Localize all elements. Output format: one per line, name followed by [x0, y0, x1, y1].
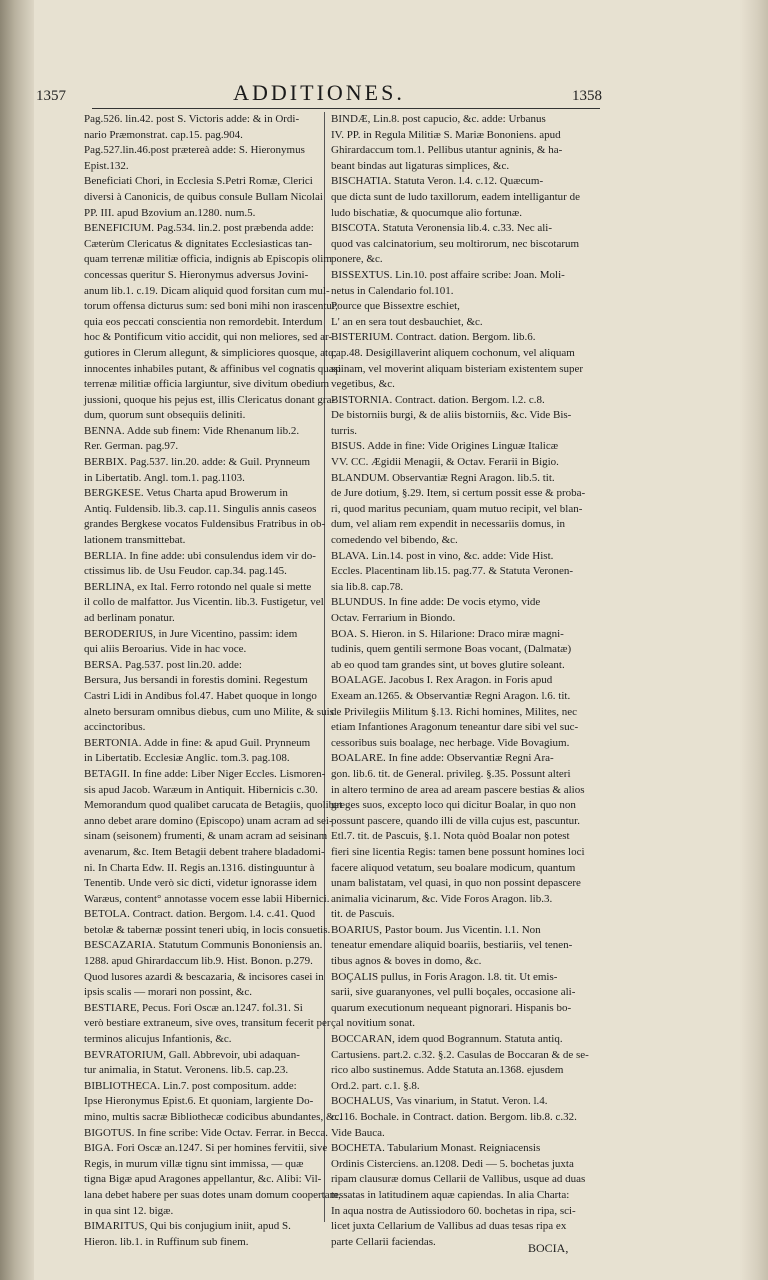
text-line: anum lib.1. c.19. Dicam aliquid quod forsitan cum mul- — [84, 284, 330, 297]
text-line: Beneficiati Chori, in Ecclesia S.Petri Romæ, Clerici — [84, 175, 313, 188]
text-line: BOCHALUS, Vas vinarium, in Statut. Veron. l.4. — [331, 1095, 548, 1108]
text-line: BOA. S. Hieron. in S. Hilarione: Draco miræ magni- — [331, 627, 564, 640]
text-line: Epist.132. — [84, 159, 129, 172]
text-line: terminos alicujus Infantionis, &c. — [84, 1033, 232, 1046]
text-line: facere aliquod vetatum, seu boalare modicum, quantum — [331, 861, 576, 874]
text-line: BETAGII. In fine adde: Liber Niger Eccles. Lismoren- — [84, 767, 326, 780]
text-line: ctissimus lib. de Usu Feudor. cap.34. pag.145. — [84, 565, 287, 578]
text-line: BISCOTA. Statuta Veronensia lib.4. c.33. Nec ali- — [331, 222, 553, 235]
text-line: ipsis scalis — morari non possint, &c. — [84, 986, 253, 999]
text-line: BENEFICIUM. Pag.534. lin.2. post præbenda adde: — [84, 222, 314, 235]
text-line: dum, quorum sunt obsequiis deliniti. — [84, 409, 246, 422]
text-line: greges suos, excepto loco qui dicitur Boalar, in quo non — [331, 799, 576, 812]
text-line: ludo bischatiæ, & quocumque alio fortunæ. — [331, 206, 522, 219]
text-line: BESTIARE, Pecus. Fori Oscæ an.1247. fol.31. Si — [84, 1001, 303, 1014]
text-line: teneatur emendare aliquid boariis, bestiariis, vel tenen- — [331, 939, 573, 952]
text-line: VV. CC. Ægidii Menagii, & Octav. Ferarii in Bigio. — [331, 456, 559, 469]
text-line: torum offensa dicturus sum: sed boni mihi non irascentur, — [84, 300, 338, 313]
text-line: BISCHATIA. Statuta Veron. l.4. c.12. Quæcum- — [331, 175, 544, 188]
text-line: in altero termino de area ad aream pascere bestias & alios — [331, 783, 585, 796]
text-line: lana debet habere per suas dotes unam domum coopertam, — [84, 1188, 341, 1201]
text-line: cap.48. Desigillaverint aliquem cochonum, vel aliquam — [331, 346, 575, 359]
text-line: in Libertatib. Ecclesiæ Anglic. tom.3. pag.108. — [84, 752, 290, 765]
text-line: etiam Infantiones Aragonum teneantur dare sibi vel suc- — [331, 721, 579, 734]
text-line: qui aliis Beroarius. Vide in hac voce. — [84, 643, 247, 656]
text-line: BESCAZARIA. Statutum Communis Bononiensis an. — [84, 939, 323, 952]
text-line: BERSA. Pag.537. post lin.20. adde: — [84, 658, 242, 671]
text-line: gon. lib.6. tit. de General. privileg. §.35. Possunt alteri — [331, 767, 571, 780]
text-line: cessoribus suis boalage, nec herbage. Vide Bovagium. — [331, 736, 570, 749]
text-line: PP. III. apud Bzovium an.1280. num.5. — [84, 206, 256, 219]
left-column — [84, 112, 343, 1250]
page-number-left: 1357 — [36, 88, 66, 104]
text-line: Memorandum quod qualibet carucata de Betagiis, quolibet — [84, 799, 343, 812]
text-line: anno debet arare domino (Episcopo) unam acram ad sei- — [84, 814, 333, 827]
text-line: quod vas calcinatorium, seu moltirorum, nec biscotarum — [331, 237, 580, 250]
text-line: De bistorniis burgi, & de aliis bistorniis, &c. Vide Bis- — [331, 409, 572, 422]
text-line: ripam clausuræ domus Cellarii de Vallibus, usque ad duas — [331, 1173, 586, 1186]
page-edge — [740, 0, 768, 1280]
text-line: avenarum, &c. Item Betagii debent trahere bladadomi- — [84, 845, 325, 858]
text-line: Vide Bauca. — [331, 1126, 385, 1139]
text-line: Quod lusores azardi & bescazaria, & incisores casei in — [84, 970, 324, 983]
text-line: netus in Calendario fol.101. — [331, 284, 454, 297]
binding-gutter — [0, 0, 34, 1280]
text-line: BIBLIOTHECA. Lin.7. post compositum. adde: — [84, 1079, 297, 1092]
text-line: mino, multis sacræ Bibliothecæ codicibus abundantes, &c. — [84, 1111, 343, 1123]
text-line: fieri sine licentia Regis: tamen bene possunt homines loci — [331, 845, 585, 858]
text-line: Bersura, Jus bersandi in forestis domini. Regestum — [84, 674, 308, 687]
text-line: quarum executionum nequeant pignorari. Hispanis bo- — [331, 1001, 572, 1014]
text-line: BIMARITUS, Qui bis conjugium iniit, apud S. — [84, 1220, 291, 1233]
text-line: il collo de malfattor. Jus Vicentin. lib.3. Fustigetur, vel — [84, 596, 324, 609]
text-line: Regis, in murum villæ tignu sint immissa, — quæ — [84, 1157, 304, 1170]
text-line: ni. In Charta Edw. II. Regis an.1316. distinguuntur à — [84, 861, 315, 874]
text-line: Ordinis Cisterciens. an.1208. Dedi — 5. bochetas juxta — [331, 1157, 574, 1170]
text-line: IV. PP. in Regula Militiæ S. Mariæ Bononiens. apud — [331, 128, 561, 141]
text-line: BOCCARAN, idem quod Bogrannum. Statuta antiq. — [331, 1033, 563, 1046]
text-line: Waræus, content° annotasse vocem esse labii Hibernici. — [84, 892, 330, 905]
text-line: BOÇALIS pullus, in Foris Aragon. l.8. tit. Ut emis- — [331, 970, 558, 983]
page-title: ADDITIONES. — [233, 80, 405, 105]
text-line: ad berlinam ponatur. — [84, 612, 175, 624]
text-line: BINDÆ, Lin.8. post capucio, &c. adde: Urbanus — [331, 113, 546, 125]
text-line: quia eos peccati conscientia non remordebit. Interdum — [84, 315, 323, 328]
text-line: BERODERIUS, in Jure Vicentino, passim: idem — [84, 627, 298, 640]
text-line: ponere, &c. — [331, 253, 383, 266]
text-line: terrenæ militiæ officia largiuntur, sive divitum obedium — [84, 378, 330, 391]
text-line: tessatas in latitudinem aquæ capiendas. In alia Charta: — [331, 1188, 570, 1201]
text-line: Rer. German. pag.97. — [84, 440, 179, 453]
text-line: BERLIA. In fine adde: ubi consulendus idem vir do- — [84, 549, 316, 562]
text-line: Etl.7. tit. de Pascuis, §.1. Nota quòd Boalar non potest — [331, 830, 570, 843]
text-line: BOCHETA. Tabularium Monast. Reigniacensis — [331, 1142, 541, 1155]
text-line: Octav. Ferrarium in Biondo. — [331, 612, 456, 624]
text-line: in Libertatib. Angl. tom.1. pag.1103. — [84, 471, 245, 484]
text-line: BISTORNIA. Contract. dation. Bergom. l.2. c.8. — [331, 393, 545, 406]
text-line: in qua sint 12. bigæ. — [84, 1204, 174, 1217]
text-line: comedendo vel bibendo, &c. — [331, 534, 458, 547]
catchword: BOCIA, — [528, 1241, 569, 1255]
text-line: accinctoribus. — [84, 721, 146, 734]
text-line: parte Cellarii faciendas. — [331, 1235, 436, 1248]
text-line: spinam, vel moverint aliquam bisteriam existentem super — [331, 362, 584, 375]
text-line: Pource que Bissextre eschiet, — [331, 300, 460, 313]
text-line: hoc & Pontificum vitio accidit, qui non meliores, sed ar- — [84, 331, 333, 344]
text-line: sinam (seisonem) frumenti, & unam acram ad seisinam — [84, 830, 328, 843]
text-line: concessas queritur S. Hieronymus adversus Jovini- — [84, 268, 309, 281]
text-line: quam terrenæ militiæ officia, indignis ab Episcopis olim — [84, 253, 332, 266]
text-line: turris. — [331, 424, 357, 437]
text-line: ab eo quod tam grandes sint, ut boves glutire soleant. — [331, 658, 565, 671]
text-line: de Privilegiis Militum §.13. Richi homines, Milites, nec — [331, 705, 577, 718]
text-line: BERTONIA. Adde in fine: & apud Guil. Prynneum — [84, 736, 311, 749]
text-line: Cæterùm Clericatus & dignitates Ecclesiasticas tan- — [84, 237, 313, 250]
text-line: Pag.526. lin.42. post S. Victoris adde: & in Ordi- — [84, 113, 300, 125]
text-line: tur animalia, in Statut. Veronens. lib.5. cap.23. — [84, 1064, 289, 1077]
text-line: ri, quod maritus pecuniam, quam mutuo recipit, vel blan- — [331, 502, 583, 515]
text-line: grandes Bergkese vocatos Fuldensibus Fratribus in ob- — [84, 518, 326, 531]
text-line: que dicta sunt de ludo taxillorum, eadem intelligantur de — [331, 190, 580, 203]
column-divider — [324, 112, 325, 1222]
text-line: BISSEXTUS. Lin.10. post affaire scribe: Joan. Moli- — [331, 268, 565, 281]
text-line: tudinis, quem gentili sermone Boas vocant, (Dalmatæ) — [331, 643, 572, 656]
text-line: Antiq. Fuldensib. lib.3. cap.11. Singulis annis caseos — [84, 502, 317, 515]
text-line: tit. de Pascuis. — [331, 908, 395, 921]
text-line: possunt pascere, quando illi de villa cujus est, pascuntur. — [331, 814, 580, 827]
text-line: alneto bersuram omnibus diebus, cum uno Milite, & suis — [84, 705, 334, 718]
text-line: BERLINA, ex Ital. Ferro rotondo nel quale si mette — [84, 580, 312, 593]
text-line: Castri Lidi in Andibus fol.47. Habet quoque in longo — [84, 689, 317, 702]
text-line: 1288. apud Ghirardaccum lib.9. Hist. Bonon. p.279. — [84, 955, 313, 968]
text-line: BOALAGE. Jacobus I. Rex Aragon. in Foris apud — [331, 674, 553, 687]
text-line: BLAVA. Lin.14. post in vino, &c. adde: Vide Hist. — [331, 549, 554, 562]
text-line: Tenentib. Unde verò sic dicti, videtur ignorasse idem — [84, 877, 317, 890]
text-line: sia lib.8. cap.78. — [331, 580, 404, 593]
text-line: BISUS. Adde in fine: Vide Origines Linguæ Italicæ — [331, 440, 559, 453]
text-line: Exeam an.1265. & Observantiæ Regni Aragon. l.6. tit. — [331, 689, 571, 702]
text-line: nario Præmonstrat. cap.15. pag.904. — [84, 128, 243, 141]
text-line: BLUNDUS. In fine adde: De vocis etymo, vide — [331, 596, 541, 609]
text-line: Ipse Hieronymus Epist.6. Et quoniam, largiente Do- — [84, 1095, 314, 1108]
text-line: gutiores in Clerum allegunt, & simpliciores quosque, atq; — [84, 346, 337, 359]
text-line: licet juxta Cellarium de Vallibus ad duas tesas ripa ex — [331, 1220, 567, 1233]
text-line: beant bindas aut ligaturas simplices, &c. — [331, 159, 510, 172]
text-line: Ord.2. part. c.1. §.8. — [331, 1079, 420, 1092]
text-line: BERBIX. Pag.537. lin.20. adde: & Guil. Prynneum — [84, 456, 311, 469]
text-line: Cartusiens. part.2. c.32. §.2. Casulas de Boccaran & de se- — [331, 1048, 589, 1061]
text-line: betolæ & tabernæ possint teneri ubiq, in locis consuetis. — [84, 923, 331, 936]
text-line: lationem transmittebat. — [84, 534, 186, 547]
text-line: BEVRATORIUM, Gall. Abbrevoir, ubi adaquan- — [84, 1048, 300, 1061]
text-line: verò bestiare extraneum, sive oves, transitum fecerit per — [84, 1017, 331, 1030]
text-line: jussioni, quoque his pejus est, illis Clericatus donant gra- — [84, 393, 336, 406]
text-line: animalia vicinarum, &c. Vide Foros Aragon. lib.3. — [331, 892, 553, 905]
text-line: BISTERIUM. Contract. dation. Bergom. lib.6. — [331, 331, 536, 344]
text-line: BOARIUS, Pastor boum. Jus Vicentin. l.1. Non — [331, 923, 541, 936]
text-line: BENNA. Adde sub finem: Vide Rhenanum lib.2. — [84, 424, 300, 437]
text-line: unam balistatam, vel quasi, in quo non possint depascere — [331, 877, 581, 890]
page-number-right: 1358 — [572, 88, 602, 104]
text-line: tigna Bigæ apud Aragones appellantur, &c. Alibi: Vil- — [84, 1173, 322, 1186]
right-column — [331, 112, 603, 1250]
text-line: rico albo sustinemus. Adde Statuta an.1368. ejusdem — [331, 1064, 564, 1077]
text-line: Pag.527.lin.46.post prætereà adde: S. Hieronymus — [84, 144, 305, 157]
text-line: BERGKESE. Vetus Charta apud Browerum in — [84, 487, 288, 500]
text-line: BETOLA. Contract. dation. Bergom. l.4. c.41. Quod — [84, 908, 316, 921]
text-line: de Jure dotium, §.29. Item, si certum possit esse & proba- — [331, 487, 586, 500]
text-line: Hieron. lib.1. in Ruffinum sub finem. — [84, 1235, 249, 1248]
text-line: BIGOTUS. In fine scribe: Vide Octav. Ferrar. in Becca. — [84, 1126, 329, 1139]
text-line: sis apud Jacob. Waræum in Antiquit. Hibernicis c.30. — [84, 783, 318, 796]
text-line: BLANDUM. Observantiæ Regni Aragon. lib.5. tit. — [331, 471, 555, 484]
text-line: vegetibus, &c. — [331, 378, 395, 391]
header-rule — [92, 108, 600, 109]
text-line: BIGA. Fori Oscæ an.1247. Si per homines fervitii, sive — [84, 1142, 328, 1155]
text-line: innocentes inhabiles putant, & affinibus vel cognatis quasi — [84, 362, 342, 375]
text-line: In aqua nostra de Autissiodoro 60. bochetas in ripa, sci- — [331, 1204, 576, 1217]
text-line: çal novitium sonat. — [331, 1017, 416, 1030]
text-line: Ghirardaccum tom.1. Pellibus utantur agninis, & ha- — [331, 144, 563, 157]
text-line: BOALARE. In fine adde: Observantiæ Regni Ara- — [331, 752, 554, 765]
text-line: Eccles. Placentinam lib.15. pag.77. & Statuta Veronen- — [331, 565, 574, 578]
text-line: diversi à Canonicis, de quibus consule Bullam Nicolai — [84, 190, 323, 203]
running-header — [36, 80, 602, 110]
text-line: dum, vel aliam rem expendit in necessariis domus, in — [331, 518, 566, 531]
text-line: c.116. Bochale. in Contract. dation. Bergom. lib.8. c.32. — [331, 1111, 577, 1123]
text-line: sarii, sive guaranyones, vel pulli boçales, occasione ali- — [331, 986, 576, 999]
text-line: tibus agnos & boves in domo, &c. — [331, 955, 482, 968]
text-line: L' an en sera tout desbauchiet, &c. — [331, 315, 483, 328]
